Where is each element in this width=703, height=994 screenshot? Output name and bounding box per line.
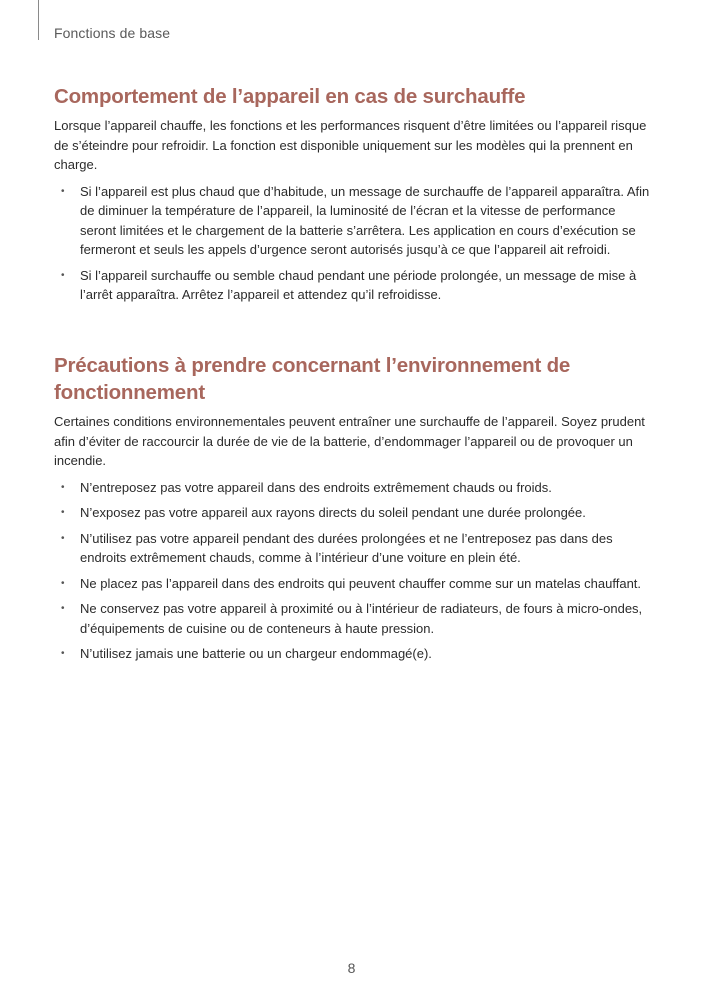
section-heading: Précautions à prendre concernant l’environnement de fonctionnement xyxy=(54,354,571,404)
section-overheating-behavior xyxy=(54,83,654,311)
list-item-text: Si l’appareil est plus chaud que d’habitude, un message de surchauffe de l’appareil apparaîtra. Afin de diminuer la température de l’appareil, la luminosité de l’écran et la vitesse de performance seront limitées et le chargement de la batterie s’arrêtera. Les application en cours d’exécution se fermeront et seuls les appels d’urgence seront autorisés jusqu’à ce que l’appareil ait refroidi. xyxy=(80,183,650,257)
section-environment-precautions xyxy=(54,352,654,670)
bullet-icon: • xyxy=(61,532,65,544)
header-divider xyxy=(38,0,39,40)
bullet-icon: • xyxy=(61,648,65,659)
list-item xyxy=(54,478,654,498)
list-item-text: N’utilisez jamais une batterie ou un chargeur endommagé(e). xyxy=(80,646,432,661)
list-item-text: Ne conservez pas votre appareil à proximité ou à l’intérieur de radiateurs, de fours à micro-ondes, d’équipements de cuisine ou de conteneurs à haute pression. xyxy=(80,601,643,636)
bullet-icon: • xyxy=(61,481,65,493)
section-intro: Certaines conditions environnementales peuvent entraîner une surchauffe de l’appareil. Soyez prudent afin d’éviter de raccourcir la durée de vie de la batterie, d’endommager l’appareil ou de provoquer un incendie. xyxy=(54,414,645,468)
section-heading: Comportement de l’appareil en cas de surchauffe xyxy=(54,85,526,108)
list-item xyxy=(54,503,654,523)
page-number: 8 xyxy=(347,960,356,976)
list-item-text: N’exposez pas votre appareil aux rayons directs du soleil pendant une durée prolongée. xyxy=(80,505,586,520)
list-item-text: N’entreposez pas votre appareil dans des endroits extrêmement chauds ou froids. xyxy=(80,479,552,495)
list-item-text: Si l’appareil surchauffe ou semble chaud pendant une période prolongée, un message de mise à l’arrêt apparaîtra. Arrêtez l’appareil et attendez qu’il refroidisse. xyxy=(80,267,637,302)
list-item xyxy=(54,644,654,664)
bullet-icon: • xyxy=(61,507,65,518)
section-intro: Lorsque l’appareil chauffe, les fonctions et les performances risquent d’être limitées ou l’appareil risque de s’éteindre pour refroidir. La fonction est disponible uniquement sur les modèles qui la prennent en charge. xyxy=(54,118,647,172)
list-item xyxy=(54,599,654,638)
bullet-icon: • xyxy=(61,269,65,281)
bullet-list xyxy=(54,182,654,305)
list-item xyxy=(54,182,654,260)
bullet-icon: • xyxy=(61,603,65,614)
bullet-list xyxy=(54,478,654,664)
list-item-text: N’utilisez pas votre appareil pendant des durées prolongées et ne l’entreposez pas dans des endroits extrêmement chauds, comme à l’intérieur d’une voiture en plein été. xyxy=(80,530,613,565)
bullet-icon: • xyxy=(61,577,65,589)
list-item xyxy=(54,266,654,305)
bullet-icon: • xyxy=(61,185,65,197)
page-header-title: Fonctions de base xyxy=(54,25,171,41)
list-item xyxy=(54,574,654,594)
list-item-text: Ne placez pas l’appareil dans des endroits qui peuvent chauffer comme sur un matelas chauffant. xyxy=(80,575,642,591)
list-item xyxy=(54,529,654,568)
